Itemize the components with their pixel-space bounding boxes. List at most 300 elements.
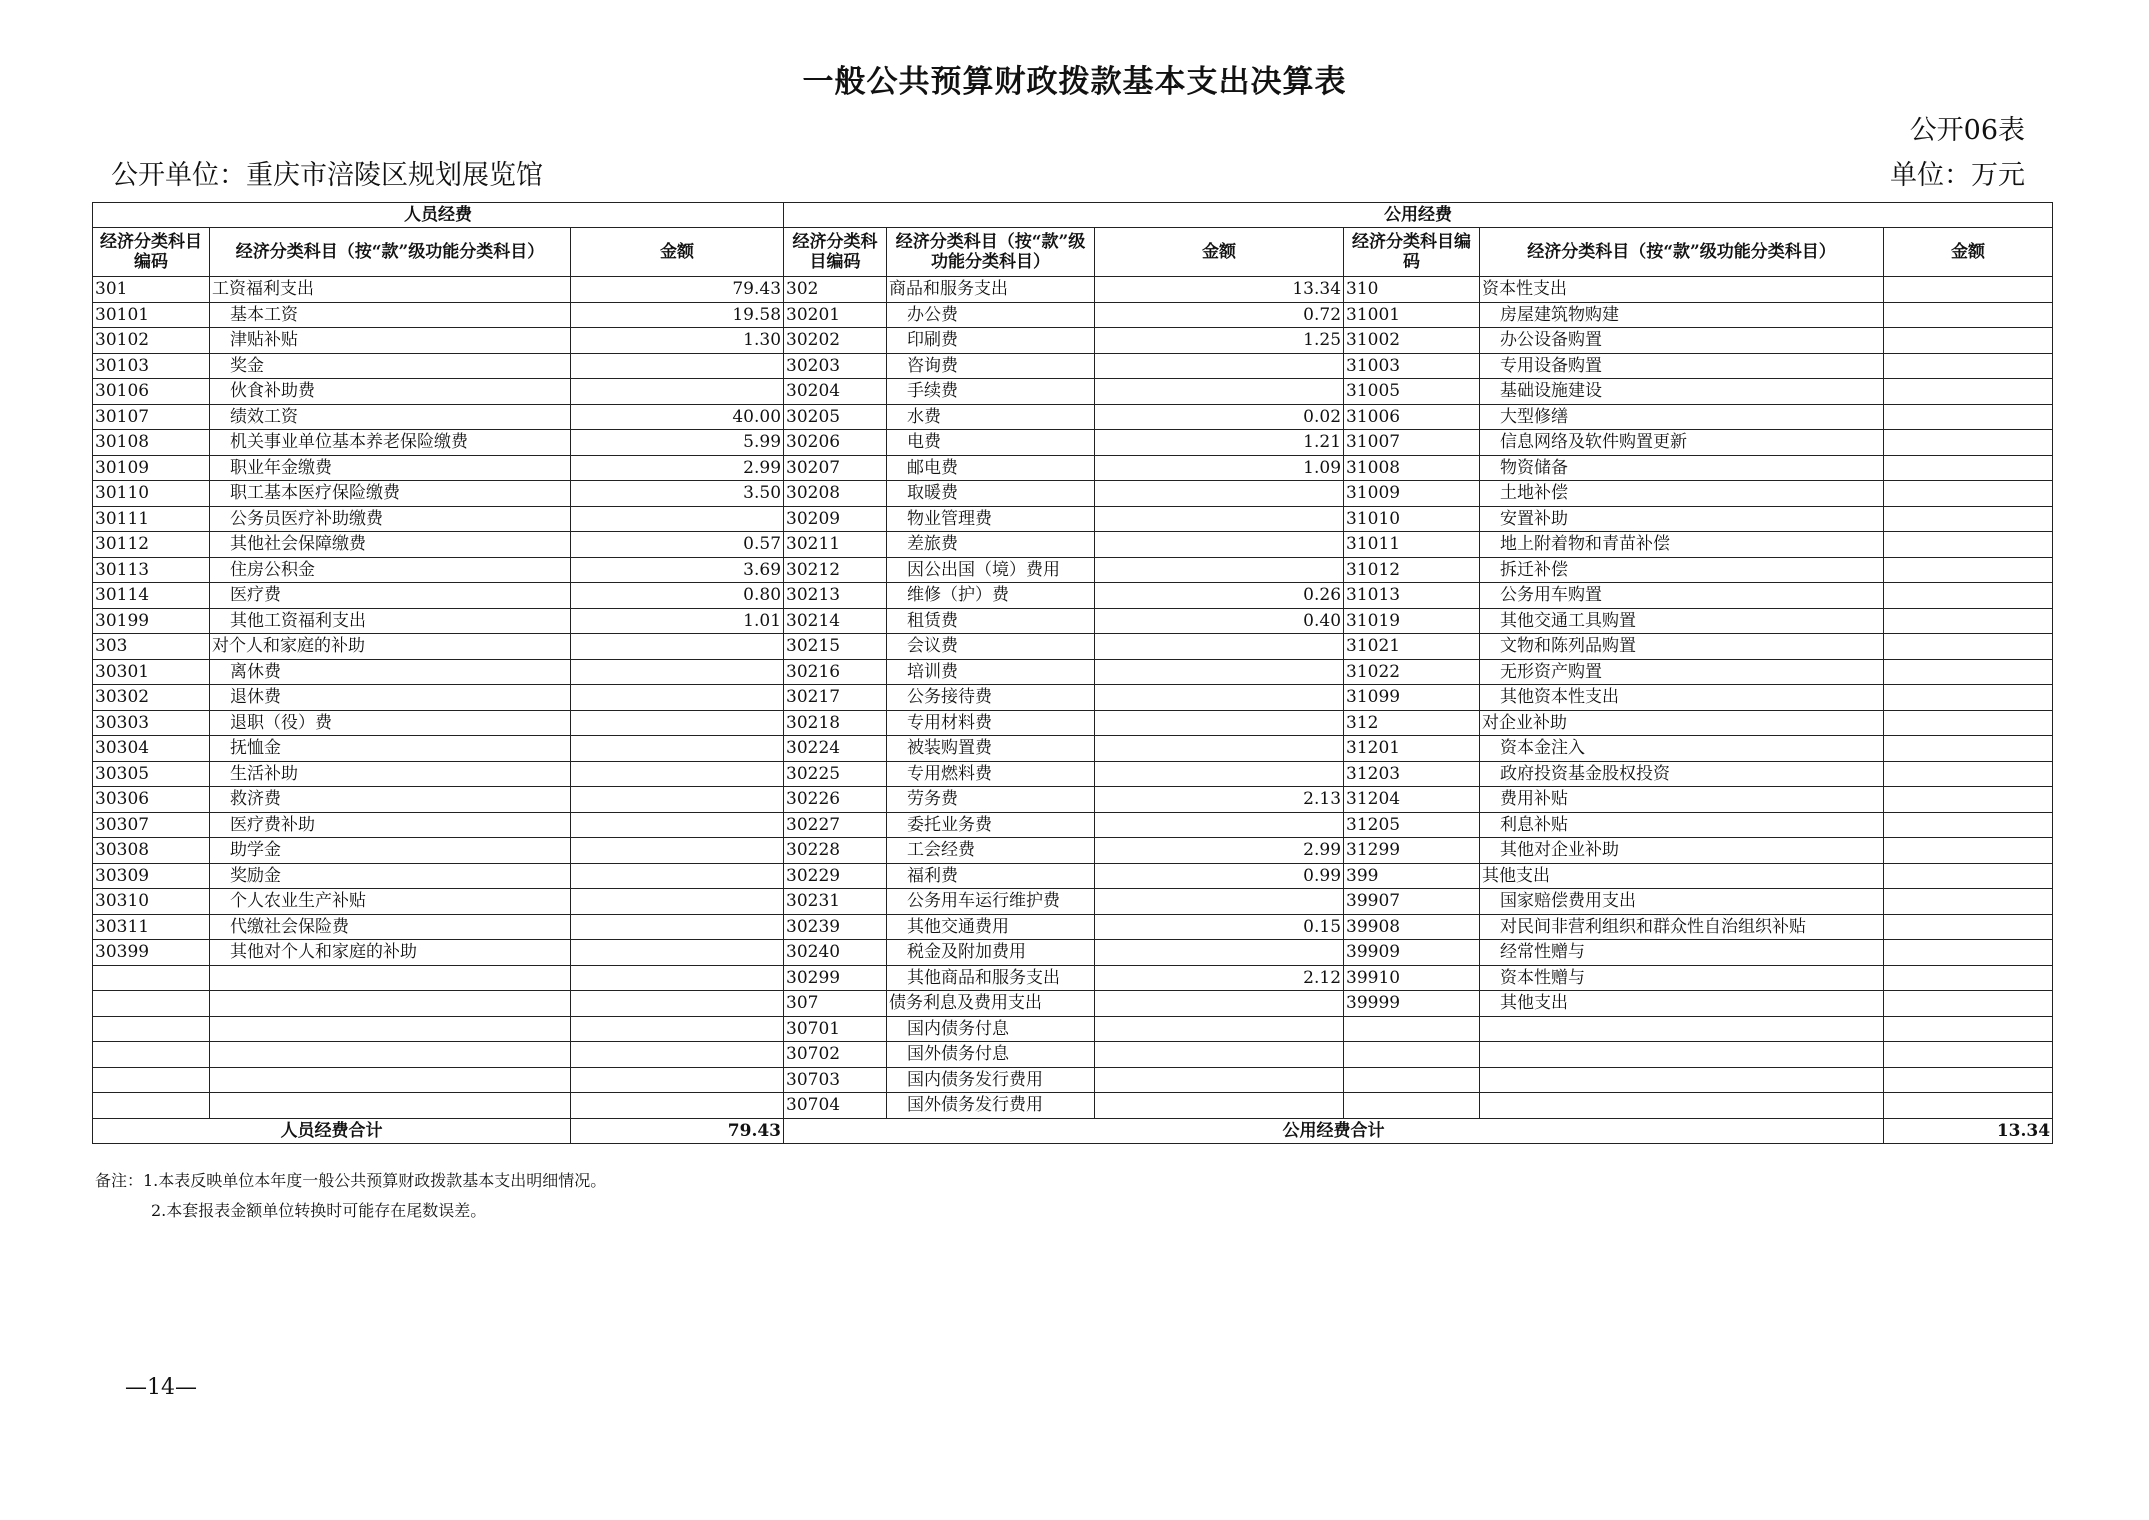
cell-a2: 0.26 bbox=[1095, 583, 1344, 609]
cell-a2: 1.25 bbox=[1095, 328, 1344, 354]
cell-n2: 公务用车运行维护费 bbox=[887, 889, 1095, 915]
cell-a1 bbox=[571, 353, 784, 379]
cell-a2: 0.02 bbox=[1095, 404, 1344, 430]
cell-a2 bbox=[1095, 1016, 1344, 1042]
cell-c2: 30206 bbox=[784, 430, 887, 456]
public-header: 公用经费 bbox=[784, 203, 2053, 228]
cell-n3: 其他支出 bbox=[1480, 863, 1884, 889]
table-row bbox=[93, 710, 2053, 736]
cell-a1 bbox=[571, 1016, 784, 1042]
cell-n2: 维修（护）费 bbox=[887, 583, 1095, 609]
col-header-name-a: 经济分类科目（按“款”级功能分类科目） bbox=[210, 228, 571, 277]
public-total-amount: 13.34 bbox=[1884, 1118, 2053, 1144]
cell-n3: 政府投资基金股权投资 bbox=[1480, 761, 1884, 787]
cell-c2: 30212 bbox=[784, 557, 887, 583]
cell-c1: 30302 bbox=[93, 685, 210, 711]
currency-unit: 单位：万元 bbox=[1890, 160, 2025, 191]
cell-c3 bbox=[1344, 1042, 1480, 1068]
cell-n2: 邮电费 bbox=[887, 455, 1095, 481]
cell-a2: 0.72 bbox=[1095, 302, 1344, 328]
cell-n3: 国家赔偿费用支出 bbox=[1480, 889, 1884, 915]
cell-n1: 救济费 bbox=[210, 787, 571, 813]
cell-a3 bbox=[1884, 761, 2053, 787]
cell-a2 bbox=[1095, 812, 1344, 838]
cell-c1 bbox=[93, 1042, 210, 1068]
table-row bbox=[93, 761, 2053, 787]
table-row bbox=[93, 1042, 2053, 1068]
cell-a2: 13.34 bbox=[1095, 277, 1344, 303]
cell-n2: 税金及附加费用 bbox=[887, 940, 1095, 966]
cell-c1 bbox=[93, 1093, 210, 1119]
cell-a3 bbox=[1884, 532, 2053, 558]
expenditure-table bbox=[92, 202, 2053, 1144]
cell-n2: 债务利息及费用支出 bbox=[887, 991, 1095, 1017]
cell-c2: 30702 bbox=[784, 1042, 887, 1068]
cell-c2: 302 bbox=[784, 277, 887, 303]
personnel-total-label: 人员经费合计 bbox=[93, 1118, 571, 1144]
cell-a3 bbox=[1884, 965, 2053, 991]
cell-a3 bbox=[1884, 1042, 2053, 1068]
cell-a3 bbox=[1884, 404, 2053, 430]
cell-c1: 30101 bbox=[93, 302, 210, 328]
cell-a3 bbox=[1884, 557, 2053, 583]
cell-n3: 公务用车购置 bbox=[1480, 583, 1884, 609]
table-row bbox=[93, 736, 2053, 762]
cell-n3: 地上附着物和青苗补偿 bbox=[1480, 532, 1884, 558]
cell-a3 bbox=[1884, 812, 2053, 838]
cell-n2: 委托业务费 bbox=[887, 812, 1095, 838]
cell-n1 bbox=[210, 1042, 571, 1068]
col-header-amount-c: 金额 bbox=[1884, 228, 2053, 277]
cell-c1: 30308 bbox=[93, 838, 210, 864]
cell-a3 bbox=[1884, 583, 2053, 609]
notes bbox=[95, 1166, 606, 1226]
cell-n1 bbox=[210, 1067, 571, 1093]
cell-c2: 30239 bbox=[784, 914, 887, 940]
cell-a2 bbox=[1095, 889, 1344, 915]
cell-a1 bbox=[571, 659, 784, 685]
cell-a2: 2.12 bbox=[1095, 965, 1344, 991]
cell-c3: 31006 bbox=[1344, 404, 1480, 430]
cell-c1 bbox=[93, 1016, 210, 1042]
cell-n1: 退职（役）费 bbox=[210, 710, 571, 736]
table-row bbox=[93, 353, 2053, 379]
cell-c1: 30109 bbox=[93, 455, 210, 481]
cell-n1: 退休费 bbox=[210, 685, 571, 711]
cell-c3: 31021 bbox=[1344, 634, 1480, 660]
table-row bbox=[93, 557, 2053, 583]
cell-n2: 办公费 bbox=[887, 302, 1095, 328]
table-row bbox=[93, 863, 2053, 889]
public-total-label: 公用经费合计 bbox=[784, 1118, 1884, 1144]
col-header-code-c: 经济分类科目编码 bbox=[1344, 228, 1480, 277]
cell-n2: 国外债务发行费用 bbox=[887, 1093, 1095, 1119]
cell-n1: 绩效工资 bbox=[210, 404, 571, 430]
cell-c2: 30704 bbox=[784, 1093, 887, 1119]
cell-c3: 31011 bbox=[1344, 532, 1480, 558]
cell-a1 bbox=[571, 787, 784, 813]
cell-c1: 303 bbox=[93, 634, 210, 660]
cell-a3 bbox=[1884, 455, 2053, 481]
cell-n2: 其他交通费用 bbox=[887, 914, 1095, 940]
cell-c3: 39999 bbox=[1344, 991, 1480, 1017]
header-row-1 bbox=[93, 203, 2053, 228]
cell-n1: 医疗费 bbox=[210, 583, 571, 609]
cell-c2: 30224 bbox=[784, 736, 887, 762]
cell-c1 bbox=[93, 965, 210, 991]
cell-a3 bbox=[1884, 379, 2053, 405]
cell-n2: 会议费 bbox=[887, 634, 1095, 660]
cell-n3: 土地补偿 bbox=[1480, 481, 1884, 507]
cell-a1: 5.99 bbox=[571, 430, 784, 456]
cell-a1: 1.01 bbox=[571, 608, 784, 634]
table-row bbox=[93, 787, 2053, 813]
cell-a1 bbox=[571, 634, 784, 660]
cell-n3 bbox=[1480, 1067, 1884, 1093]
cell-n1: 公务员医疗补助缴费 bbox=[210, 506, 571, 532]
cell-a3 bbox=[1884, 1093, 2053, 1119]
cell-n2: 取暖费 bbox=[887, 481, 1095, 507]
cell-n3: 对民间非营利组织和群众性自治组织补贴 bbox=[1480, 914, 1884, 940]
cell-c1: 30306 bbox=[93, 787, 210, 813]
cell-a3 bbox=[1884, 863, 2053, 889]
cell-n2: 劳务费 bbox=[887, 787, 1095, 813]
cell-n3: 其他交通工具购置 bbox=[1480, 608, 1884, 634]
cell-c3: 39907 bbox=[1344, 889, 1480, 915]
table-row bbox=[93, 455, 2053, 481]
cell-c2: 30701 bbox=[784, 1016, 887, 1042]
cell-n2: 物业管理费 bbox=[887, 506, 1095, 532]
cell-n1: 其他对个人和家庭的补助 bbox=[210, 940, 571, 966]
cell-c1: 30399 bbox=[93, 940, 210, 966]
cell-c2: 30228 bbox=[784, 838, 887, 864]
cell-a2 bbox=[1095, 940, 1344, 966]
cell-a3 bbox=[1884, 736, 2053, 762]
cell-c3: 39909 bbox=[1344, 940, 1480, 966]
cell-a1 bbox=[571, 1042, 784, 1068]
cell-n3: 资本金注入 bbox=[1480, 736, 1884, 762]
cell-a3 bbox=[1884, 914, 2053, 940]
cell-n2: 印刷费 bbox=[887, 328, 1095, 354]
cell-a1 bbox=[571, 812, 784, 838]
cell-c3: 31204 bbox=[1344, 787, 1480, 813]
cell-n3: 对企业补助 bbox=[1480, 710, 1884, 736]
table-row bbox=[93, 532, 2053, 558]
table-number: 公开06表 bbox=[1909, 115, 2025, 146]
cell-a3 bbox=[1884, 481, 2053, 507]
cell-n1: 伙食补助费 bbox=[210, 379, 571, 405]
cell-c2: 30203 bbox=[784, 353, 887, 379]
cell-a2: 0.40 bbox=[1095, 608, 1344, 634]
cell-c3: 399 bbox=[1344, 863, 1480, 889]
cell-n2: 福利费 bbox=[887, 863, 1095, 889]
cell-n2: 其他商品和服务支出 bbox=[887, 965, 1095, 991]
cell-c2: 30217 bbox=[784, 685, 887, 711]
cell-n1: 职工基本医疗保险缴费 bbox=[210, 481, 571, 507]
cell-c2: 30214 bbox=[784, 608, 887, 634]
header-row-2 bbox=[93, 228, 2053, 277]
cell-c2: 30240 bbox=[784, 940, 887, 966]
cell-a3 bbox=[1884, 710, 2053, 736]
cell-n3: 办公设备购置 bbox=[1480, 328, 1884, 354]
cell-a3 bbox=[1884, 685, 2053, 711]
cell-c1: 301 bbox=[93, 277, 210, 303]
cell-a1: 19.58 bbox=[571, 302, 784, 328]
cell-c2: 30202 bbox=[784, 328, 887, 354]
org-name: 公开单位：重庆市涪陵区规划展览馆 bbox=[111, 160, 543, 191]
cell-c3: 31013 bbox=[1344, 583, 1480, 609]
cell-a3 bbox=[1884, 787, 2053, 813]
cell-n3: 其他支出 bbox=[1480, 991, 1884, 1017]
cell-n3: 其他对企业补助 bbox=[1480, 838, 1884, 864]
page-number: —14— bbox=[125, 1375, 197, 1400]
cell-n3 bbox=[1480, 1016, 1884, 1042]
cell-a2 bbox=[1095, 991, 1344, 1017]
cell-c3: 31010 bbox=[1344, 506, 1480, 532]
cell-a3 bbox=[1884, 889, 2053, 915]
cell-n2: 水费 bbox=[887, 404, 1095, 430]
cell-c1: 30102 bbox=[93, 328, 210, 354]
cell-n2: 差旅费 bbox=[887, 532, 1095, 558]
cell-a3 bbox=[1884, 328, 2053, 354]
cell-c3: 31012 bbox=[1344, 557, 1480, 583]
table-row bbox=[93, 1016, 2053, 1042]
cell-c3: 312 bbox=[1344, 710, 1480, 736]
cell-n1: 基本工资 bbox=[210, 302, 571, 328]
cell-c1 bbox=[93, 991, 210, 1017]
cell-a3 bbox=[1884, 608, 2053, 634]
cell-n1: 医疗费补助 bbox=[210, 812, 571, 838]
cell-c3: 31002 bbox=[1344, 328, 1480, 354]
cell-c3: 39910 bbox=[1344, 965, 1480, 991]
cell-n2: 工会经费 bbox=[887, 838, 1095, 864]
cell-c3 bbox=[1344, 1093, 1480, 1119]
cell-c3: 31203 bbox=[1344, 761, 1480, 787]
cell-c2: 30204 bbox=[784, 379, 887, 405]
cell-a2 bbox=[1095, 1067, 1344, 1093]
table-row bbox=[93, 277, 2053, 303]
cell-n1: 生活补助 bbox=[210, 761, 571, 787]
table-row bbox=[93, 583, 2053, 609]
col-header-code-b: 经济分类科目编码 bbox=[784, 228, 887, 277]
cell-n3 bbox=[1480, 1093, 1884, 1119]
cell-c3: 31003 bbox=[1344, 353, 1480, 379]
cell-c3 bbox=[1344, 1067, 1480, 1093]
cell-n3: 物资储备 bbox=[1480, 455, 1884, 481]
cell-a1 bbox=[571, 838, 784, 864]
cell-c3 bbox=[1344, 1016, 1480, 1042]
cell-a2: 2.13 bbox=[1095, 787, 1344, 813]
cell-n1 bbox=[210, 1016, 571, 1042]
col-header-amount-a: 金额 bbox=[571, 228, 784, 277]
table-row bbox=[93, 1067, 2053, 1093]
cell-a1 bbox=[571, 379, 784, 405]
cell-n2: 培训费 bbox=[887, 659, 1095, 685]
cell-n1: 职业年金缴费 bbox=[210, 455, 571, 481]
cell-n3: 信息网络及软件购置更新 bbox=[1480, 430, 1884, 456]
cell-n3: 其他资本性支出 bbox=[1480, 685, 1884, 711]
cell-c3: 31201 bbox=[1344, 736, 1480, 762]
cell-c2: 30225 bbox=[784, 761, 887, 787]
cell-c2: 30209 bbox=[784, 506, 887, 532]
table-row bbox=[93, 940, 2053, 966]
cell-a1: 3.69 bbox=[571, 557, 784, 583]
cell-a1 bbox=[571, 889, 784, 915]
table-row bbox=[93, 608, 2053, 634]
cell-n1: 离休费 bbox=[210, 659, 571, 685]
cell-c1 bbox=[93, 1067, 210, 1093]
cell-c1: 30110 bbox=[93, 481, 210, 507]
cell-a2 bbox=[1095, 1093, 1344, 1119]
cell-c2: 30208 bbox=[784, 481, 887, 507]
cell-n2: 国内债务发行费用 bbox=[887, 1067, 1095, 1093]
cell-a1 bbox=[571, 1093, 784, 1119]
cell-n1: 对个人和家庭的补助 bbox=[210, 634, 571, 660]
cell-n2: 咨询费 bbox=[887, 353, 1095, 379]
cell-c2: 30226 bbox=[784, 787, 887, 813]
table-row bbox=[93, 991, 2053, 1017]
cell-n2: 电费 bbox=[887, 430, 1095, 456]
cell-n1: 其他工资福利支出 bbox=[210, 608, 571, 634]
cell-a1: 2.99 bbox=[571, 455, 784, 481]
table-row bbox=[93, 404, 2053, 430]
cell-a3 bbox=[1884, 430, 2053, 456]
cell-c1: 30310 bbox=[93, 889, 210, 915]
table-row bbox=[93, 506, 2053, 532]
cell-a2 bbox=[1095, 685, 1344, 711]
table-row bbox=[93, 1093, 2053, 1119]
cell-c3: 31205 bbox=[1344, 812, 1480, 838]
cell-a1 bbox=[571, 736, 784, 762]
cell-n3: 利息补贴 bbox=[1480, 812, 1884, 838]
cell-a3 bbox=[1884, 1067, 2053, 1093]
cell-c2: 30211 bbox=[784, 532, 887, 558]
note-1: 备注：1.本表反映单位本年度一般公共预算财政拨款基本支出明细情况。 bbox=[95, 1171, 607, 1190]
cell-a3 bbox=[1884, 634, 2053, 660]
cell-c1: 30111 bbox=[93, 506, 210, 532]
col-header-amount-b: 金额 bbox=[1095, 228, 1344, 277]
cell-a3 bbox=[1884, 353, 2053, 379]
table-row bbox=[93, 302, 2053, 328]
cell-n1: 工资福利支出 bbox=[210, 277, 571, 303]
cell-n3: 费用补贴 bbox=[1480, 787, 1884, 813]
cell-c1: 30107 bbox=[93, 404, 210, 430]
table-row bbox=[93, 914, 2053, 940]
cell-a1 bbox=[571, 863, 784, 889]
cell-a2: 2.99 bbox=[1095, 838, 1344, 864]
cell-n1: 抚恤金 bbox=[210, 736, 571, 762]
cell-n3: 经常性赠与 bbox=[1480, 940, 1884, 966]
cell-n3 bbox=[1480, 1042, 1884, 1068]
cell-c3: 31009 bbox=[1344, 481, 1480, 507]
cell-c3: 31099 bbox=[1344, 685, 1480, 711]
cell-n2: 手续费 bbox=[887, 379, 1095, 405]
cell-c1: 30199 bbox=[93, 608, 210, 634]
col-header-name-b: 经济分类科目（按“款”级功能分类科目） bbox=[887, 228, 1095, 277]
cell-n2: 商品和服务支出 bbox=[887, 277, 1095, 303]
cell-a2: 0.99 bbox=[1095, 863, 1344, 889]
cell-c1: 30311 bbox=[93, 914, 210, 940]
cell-a1 bbox=[571, 940, 784, 966]
cell-a3 bbox=[1884, 838, 2053, 864]
cell-a1: 0.80 bbox=[571, 583, 784, 609]
cell-a2: 0.15 bbox=[1095, 914, 1344, 940]
cell-n3: 文物和陈列品购置 bbox=[1480, 634, 1884, 660]
cell-a2 bbox=[1095, 353, 1344, 379]
cell-a1 bbox=[571, 914, 784, 940]
cell-n1 bbox=[210, 965, 571, 991]
cell-c1: 30307 bbox=[93, 812, 210, 838]
cell-a3 bbox=[1884, 1016, 2053, 1042]
cell-c3: 310 bbox=[1344, 277, 1480, 303]
cell-a3 bbox=[1884, 277, 2053, 303]
cell-c3: 31008 bbox=[1344, 455, 1480, 481]
col-header-code-a: 经济分类科目编码 bbox=[93, 228, 210, 277]
cell-c2: 30216 bbox=[784, 659, 887, 685]
table-body bbox=[93, 203, 2053, 1144]
cell-c2: 30299 bbox=[784, 965, 887, 991]
cell-n1: 奖励金 bbox=[210, 863, 571, 889]
table-row bbox=[93, 634, 2053, 660]
cell-a1: 3.50 bbox=[571, 481, 784, 507]
cell-a2 bbox=[1095, 761, 1344, 787]
cell-c2: 30703 bbox=[784, 1067, 887, 1093]
cell-a1: 40.00 bbox=[571, 404, 784, 430]
cell-a2 bbox=[1095, 710, 1344, 736]
cell-c2: 30229 bbox=[784, 863, 887, 889]
col-header-name-c: 经济分类科目（按“款”级功能分类科目） bbox=[1480, 228, 1884, 277]
cell-c2: 30201 bbox=[784, 302, 887, 328]
cell-n1: 住房公积金 bbox=[210, 557, 571, 583]
cell-a2 bbox=[1095, 379, 1344, 405]
cell-c3: 31007 bbox=[1344, 430, 1480, 456]
cell-c1: 30309 bbox=[93, 863, 210, 889]
table-row bbox=[93, 481, 2053, 507]
cell-c2: 30231 bbox=[784, 889, 887, 915]
personnel-total-amount: 79.43 bbox=[571, 1118, 784, 1144]
cell-a2: 1.21 bbox=[1095, 430, 1344, 456]
cell-a1 bbox=[571, 761, 784, 787]
cell-c3: 39908 bbox=[1344, 914, 1480, 940]
cell-c2: 30205 bbox=[784, 404, 887, 430]
cell-c2: 30218 bbox=[784, 710, 887, 736]
cell-c2: 30215 bbox=[784, 634, 887, 660]
cell-n1: 助学金 bbox=[210, 838, 571, 864]
cell-c2: 30207 bbox=[784, 455, 887, 481]
cell-n2: 被装购置费 bbox=[887, 736, 1095, 762]
cell-c1: 30114 bbox=[93, 583, 210, 609]
cell-n2: 专用燃料费 bbox=[887, 761, 1095, 787]
cell-a1: 1.30 bbox=[571, 328, 784, 354]
cell-n3: 拆迁补偿 bbox=[1480, 557, 1884, 583]
cell-n2: 国内债务付息 bbox=[887, 1016, 1095, 1042]
cell-a3 bbox=[1884, 940, 2053, 966]
cell-n3: 大型修缮 bbox=[1480, 404, 1884, 430]
cell-n1: 机关事业单位基本养老保险缴费 bbox=[210, 430, 571, 456]
cell-n1 bbox=[210, 991, 571, 1017]
cell-a2 bbox=[1095, 481, 1344, 507]
cell-n1: 奖金 bbox=[210, 353, 571, 379]
cell-c3: 31019 bbox=[1344, 608, 1480, 634]
cell-a2 bbox=[1095, 634, 1344, 660]
table-row bbox=[93, 965, 2053, 991]
page-title: 一般公共预算财政拨款基本支出决算表 bbox=[802, 64, 1347, 100]
table-row bbox=[93, 685, 2053, 711]
cell-c1: 30303 bbox=[93, 710, 210, 736]
cell-a1 bbox=[571, 710, 784, 736]
cell-a1 bbox=[571, 1067, 784, 1093]
cell-c3: 31005 bbox=[1344, 379, 1480, 405]
